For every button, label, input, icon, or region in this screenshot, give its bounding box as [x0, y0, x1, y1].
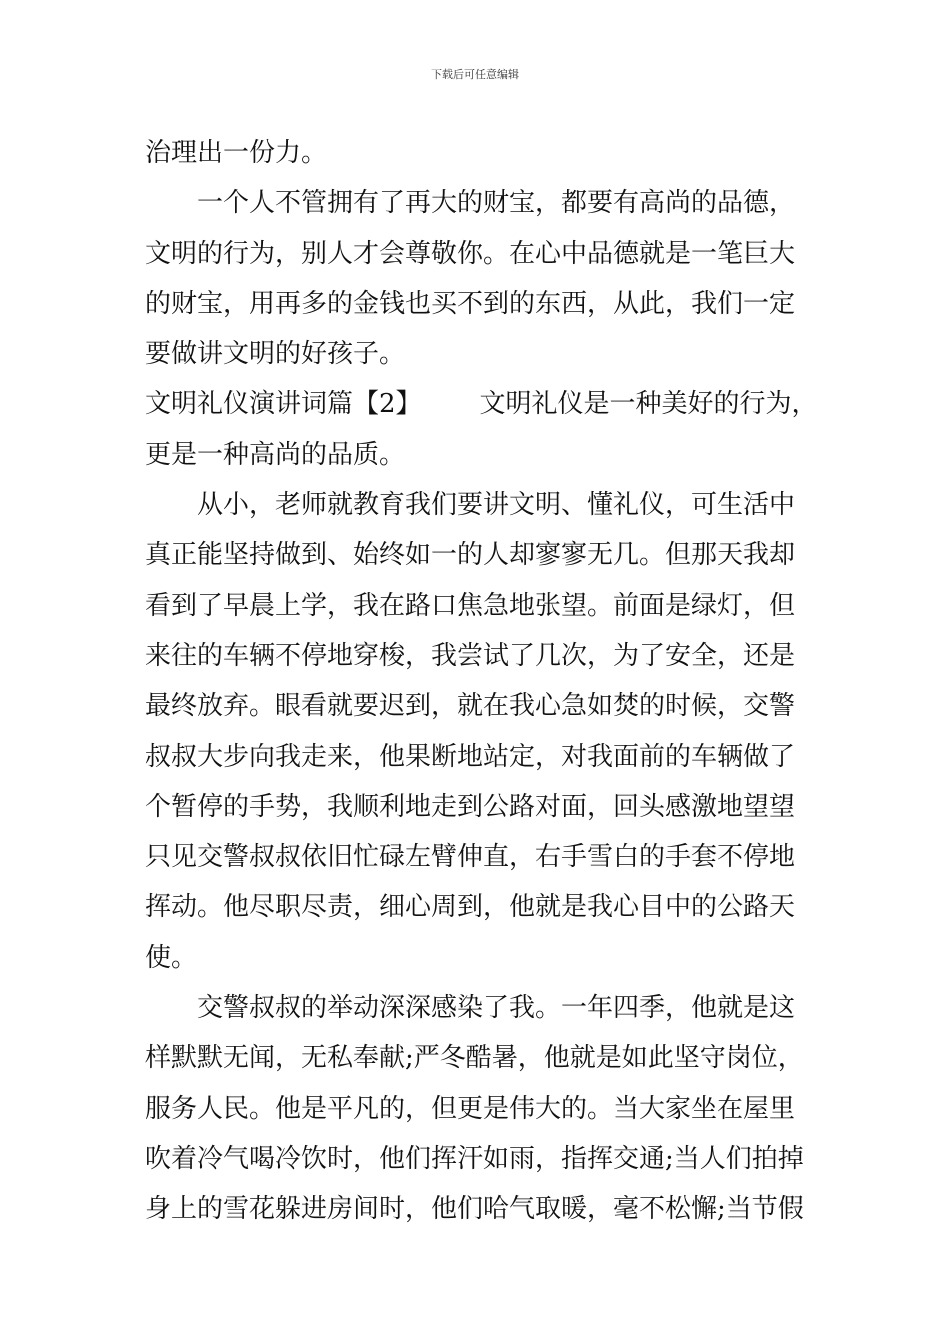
text-line: 个暂停的手势，我顺利地走到公路对面，回头感激地望望: [145, 791, 796, 822]
text-line: 看到了早晨上学，我在路口焦急地张望。前面是绿灯，但: [145, 590, 796, 621]
document-body: [145, 128, 818, 1235]
text-line: 叔叔大步向我走来，他果断地站定，对我面前的车辆做了: [145, 741, 796, 772]
text-line: 吹着冷气喝冷饮时，他们挥汗如雨，指挥交通;当人们拍掉: [145, 1143, 804, 1174]
text-line: 交警叔叔的举动深深感染了我。一年四季，他就是这: [197, 993, 796, 1024]
heading-line: [145, 379, 818, 429]
section-title: 文明礼仪演讲词篇【2】: [145, 389, 422, 420]
text-line: 真正能坚持做到、始终如一的人却寥寥无几。但那天我却: [145, 540, 796, 571]
page-header: 下载后可任意编辑: [431, 68, 519, 81]
text-line: 挥动。他尽职尽责，细心周到，他就是我心目中的公路天: [145, 892, 796, 923]
text-line: 从小，老师就教育我们要讲文明、懂礼仪，可生活中: [197, 490, 796, 521]
text-line: 只见交警叔叔依旧忙碌左臂伸直，右手雪白的手套不停地: [145, 842, 796, 873]
text-line: 样默默无闻，无私奉献;严冬酷暑，他就是如此坚守岗位，: [145, 1043, 804, 1074]
text-line: 身上的雪花躲进房间时，他们哈气取暖，毫不松懈;当节假: [145, 1194, 804, 1225]
text-line: 更是一种高尚的品质。: [145, 439, 406, 470]
text-line: 要做讲文明的好孩子。: [145, 339, 406, 370]
text-line: 文明的行为，别人才会尊敬你。在心中品德就是一笔巨大: [145, 238, 796, 269]
text-line: 使。: [145, 942, 198, 973]
text-line: 服务人民。他是平凡的，但更是伟大的。当大家坐在屋里: [145, 1093, 796, 1124]
text-line: 来往的车辆不停地穿梭，我尝试了几次，为了安全，还是: [145, 640, 796, 671]
text-line: 最终放弃。眼看就要迟到，就在我心急如焚的时候，交警: [145, 691, 796, 722]
text-line: 的财宝，用再多的金钱也买不到的东西，从此，我们一定: [145, 288, 796, 319]
section-first-sentence: 文明礼仪是一种美好的行为，: [479, 389, 818, 420]
text-line: 治理出一份力。: [145, 138, 328, 168]
text-line: 一个人不管拥有了再大的财宝，都要有高尚的品德，: [197, 188, 796, 219]
